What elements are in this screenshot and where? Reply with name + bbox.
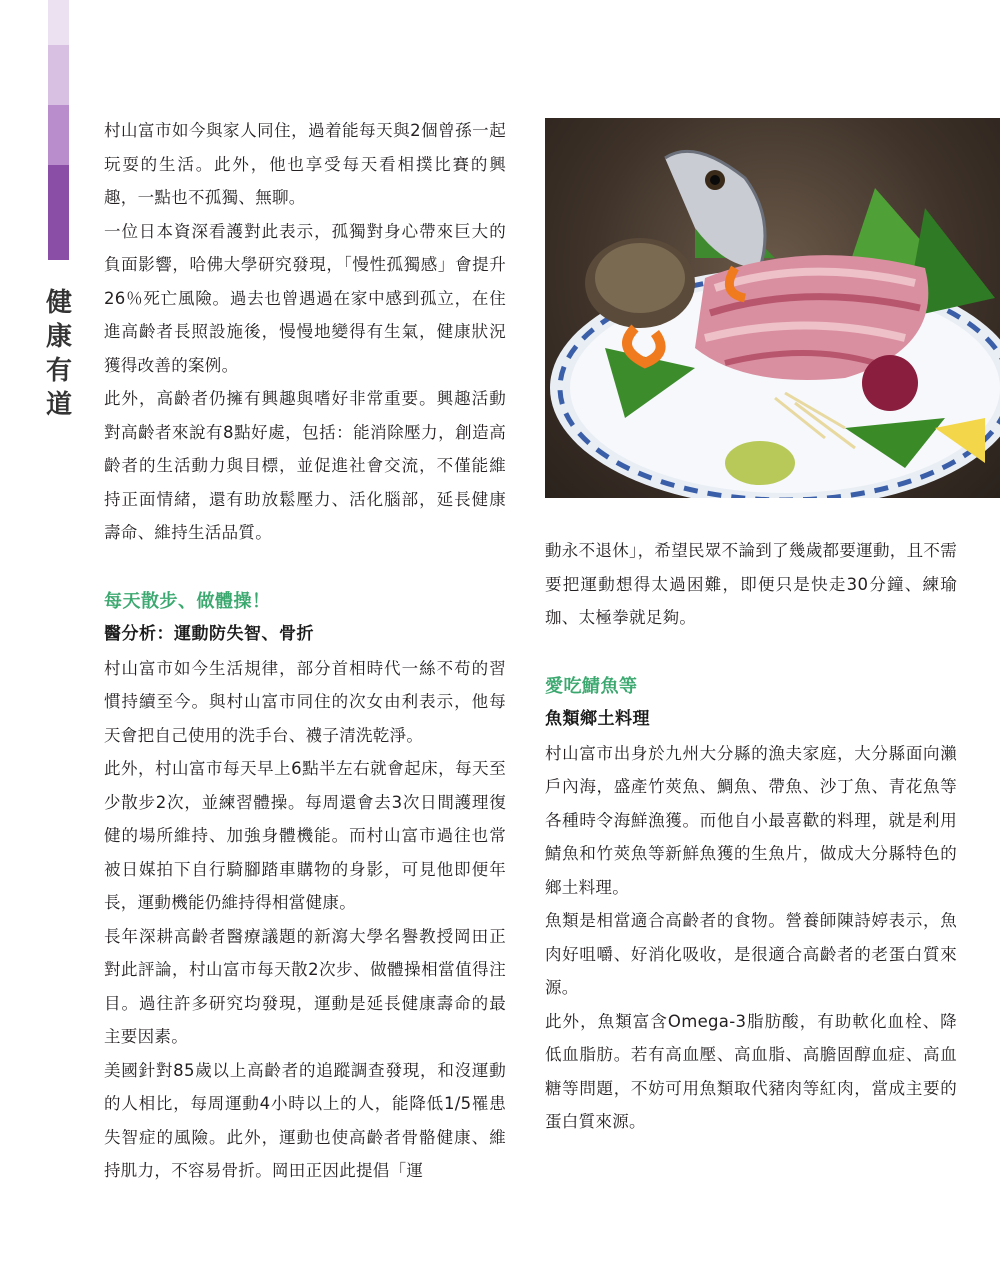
- section-label-char: 有: [46, 356, 73, 386]
- page-number: 16: [49, 260, 68, 275]
- right-column: [545, 534, 957, 1139]
- section-label-char: 健: [46, 288, 73, 318]
- paragraph: 村山富市如今與家人同住，過着能每天與2個曾孫一起玩耍的生活。此外，他也享受每天看相撲比賽的興趣，一點也不孤獨、無聊。: [104, 121, 506, 207]
- paragraph: 村山富市出身於九州大分縣的漁夫家庭，大分縣面向瀨戶內海，盛產竹莢魚、鯛魚、帶魚、沙丁魚、青花魚等各種時令海鮮漁獲。而他自小最喜歡的料理，就是利用鯖魚和竹莢魚等新鮮魚獲的生魚片，做成大分縣特色的鄉土料理。: [545, 743, 957, 897]
- section-heading: 每天散步、做體操！: [104, 590, 271, 612]
- paragraph: 美國針對85歲以上高齡者的追蹤調查發現，和沒運動的人相比，每周運動4小時以上的人，能降低1/5罹患失智症的風險。此外，運動也使高齡者骨骼健康、維持肌力，不容易骨折。岡田正因此提倡「運: [104, 1060, 506, 1180]
- paragraph: 一位日本資深看護對此表示，孤獨對身心帶來巨大的負面影響，哈佛大學研究發現，「慢性孤獨感」會提升26％死亡風險。過去也曾遇過在家中感到孤立，在住進高齡者長照設施後，慢慢地變得有生氣，健康狀況獲得改善的案例。: [104, 221, 506, 375]
- paragraph: 魚類是相當適合高齡者的食物。營養師陳詩婷表示，魚肉好咀嚼、好消化吸收，是很適合高齡者的老蛋白質來源。: [545, 911, 957, 997]
- section-heading: 愛吃鯖魚等: [545, 675, 638, 697]
- paragraph: 動永不退休」，希望民眾不論到了幾歲都要運動，且不需要把運動想得太過困難，即便只是快走30分鐘、練瑜珈、太極拳就足夠。: [545, 541, 957, 627]
- sidebar-color-bar: [48, 0, 69, 260]
- section-label-char: 道: [46, 390, 73, 420]
- paragraph: 長年深耕高齡者醫療議題的新瀉大學名譽教授岡田正對此評論，村山富市每天散2次步、做體操相當值得注目。過往許多研究均發現，運動是延長健康壽命的最主要因素。: [104, 926, 506, 1046]
- sidebar-segment: [48, 165, 69, 260]
- sashimi-illustration: [545, 118, 1000, 498]
- paragraph: 村山富市如今生活規律，部分首相時代一絲不苟的習慣持續至今。與村山富市同住的次女由利表示，他每天會把自己使用的洗手台、襪子清洗乾淨。: [104, 658, 506, 745]
- section-subheading: 魚類鄉土料理: [545, 708, 650, 729]
- paragraph: 此外，村山富市每天早上6點半左右就會起床，每天至少散步2次，並練習體操。每周還會去3次日間護理復健的場所維持、加強身體機能。而村山富市過往也常被日媒拍下自行騎腳踏車購物的身影，可見他即便年長，運動機能仍維持得相當健康。: [104, 759, 506, 912]
- sidebar-segment: [48, 0, 69, 45]
- section-label-char: 康: [46, 322, 73, 352]
- paragraph: 此外，魚類富含Omega-3脂肪酸，有助軟化血栓、降低血脂肪。若有高血壓、高血脂、高膽固醇血症、高血糖等問題，不妨可用魚類取代豬肉等紅肉，當成主要的蛋白質來源。: [545, 1011, 957, 1131]
- section-label: [46, 286, 72, 422]
- sidebar-segment: [48, 105, 69, 165]
- left-column: [104, 114, 506, 1188]
- section-subheading: 醫分析：運動防失智、骨折: [104, 623, 314, 644]
- paragraph: 此外，高齡者仍擁有興趣與嗜好非常重要。興趣活動對高齡者來說有8點好處，包括：能消除壓力，創造高齡者的生活動力與目標，並促進社會交流，不僅能維持正面情緒，還有助放鬆壓力、活化腦部，延長健康壽命、維持生活品質。: [104, 389, 506, 542]
- sidebar-segment: [48, 45, 69, 105]
- sashimi-photo: [545, 118, 1000, 498]
